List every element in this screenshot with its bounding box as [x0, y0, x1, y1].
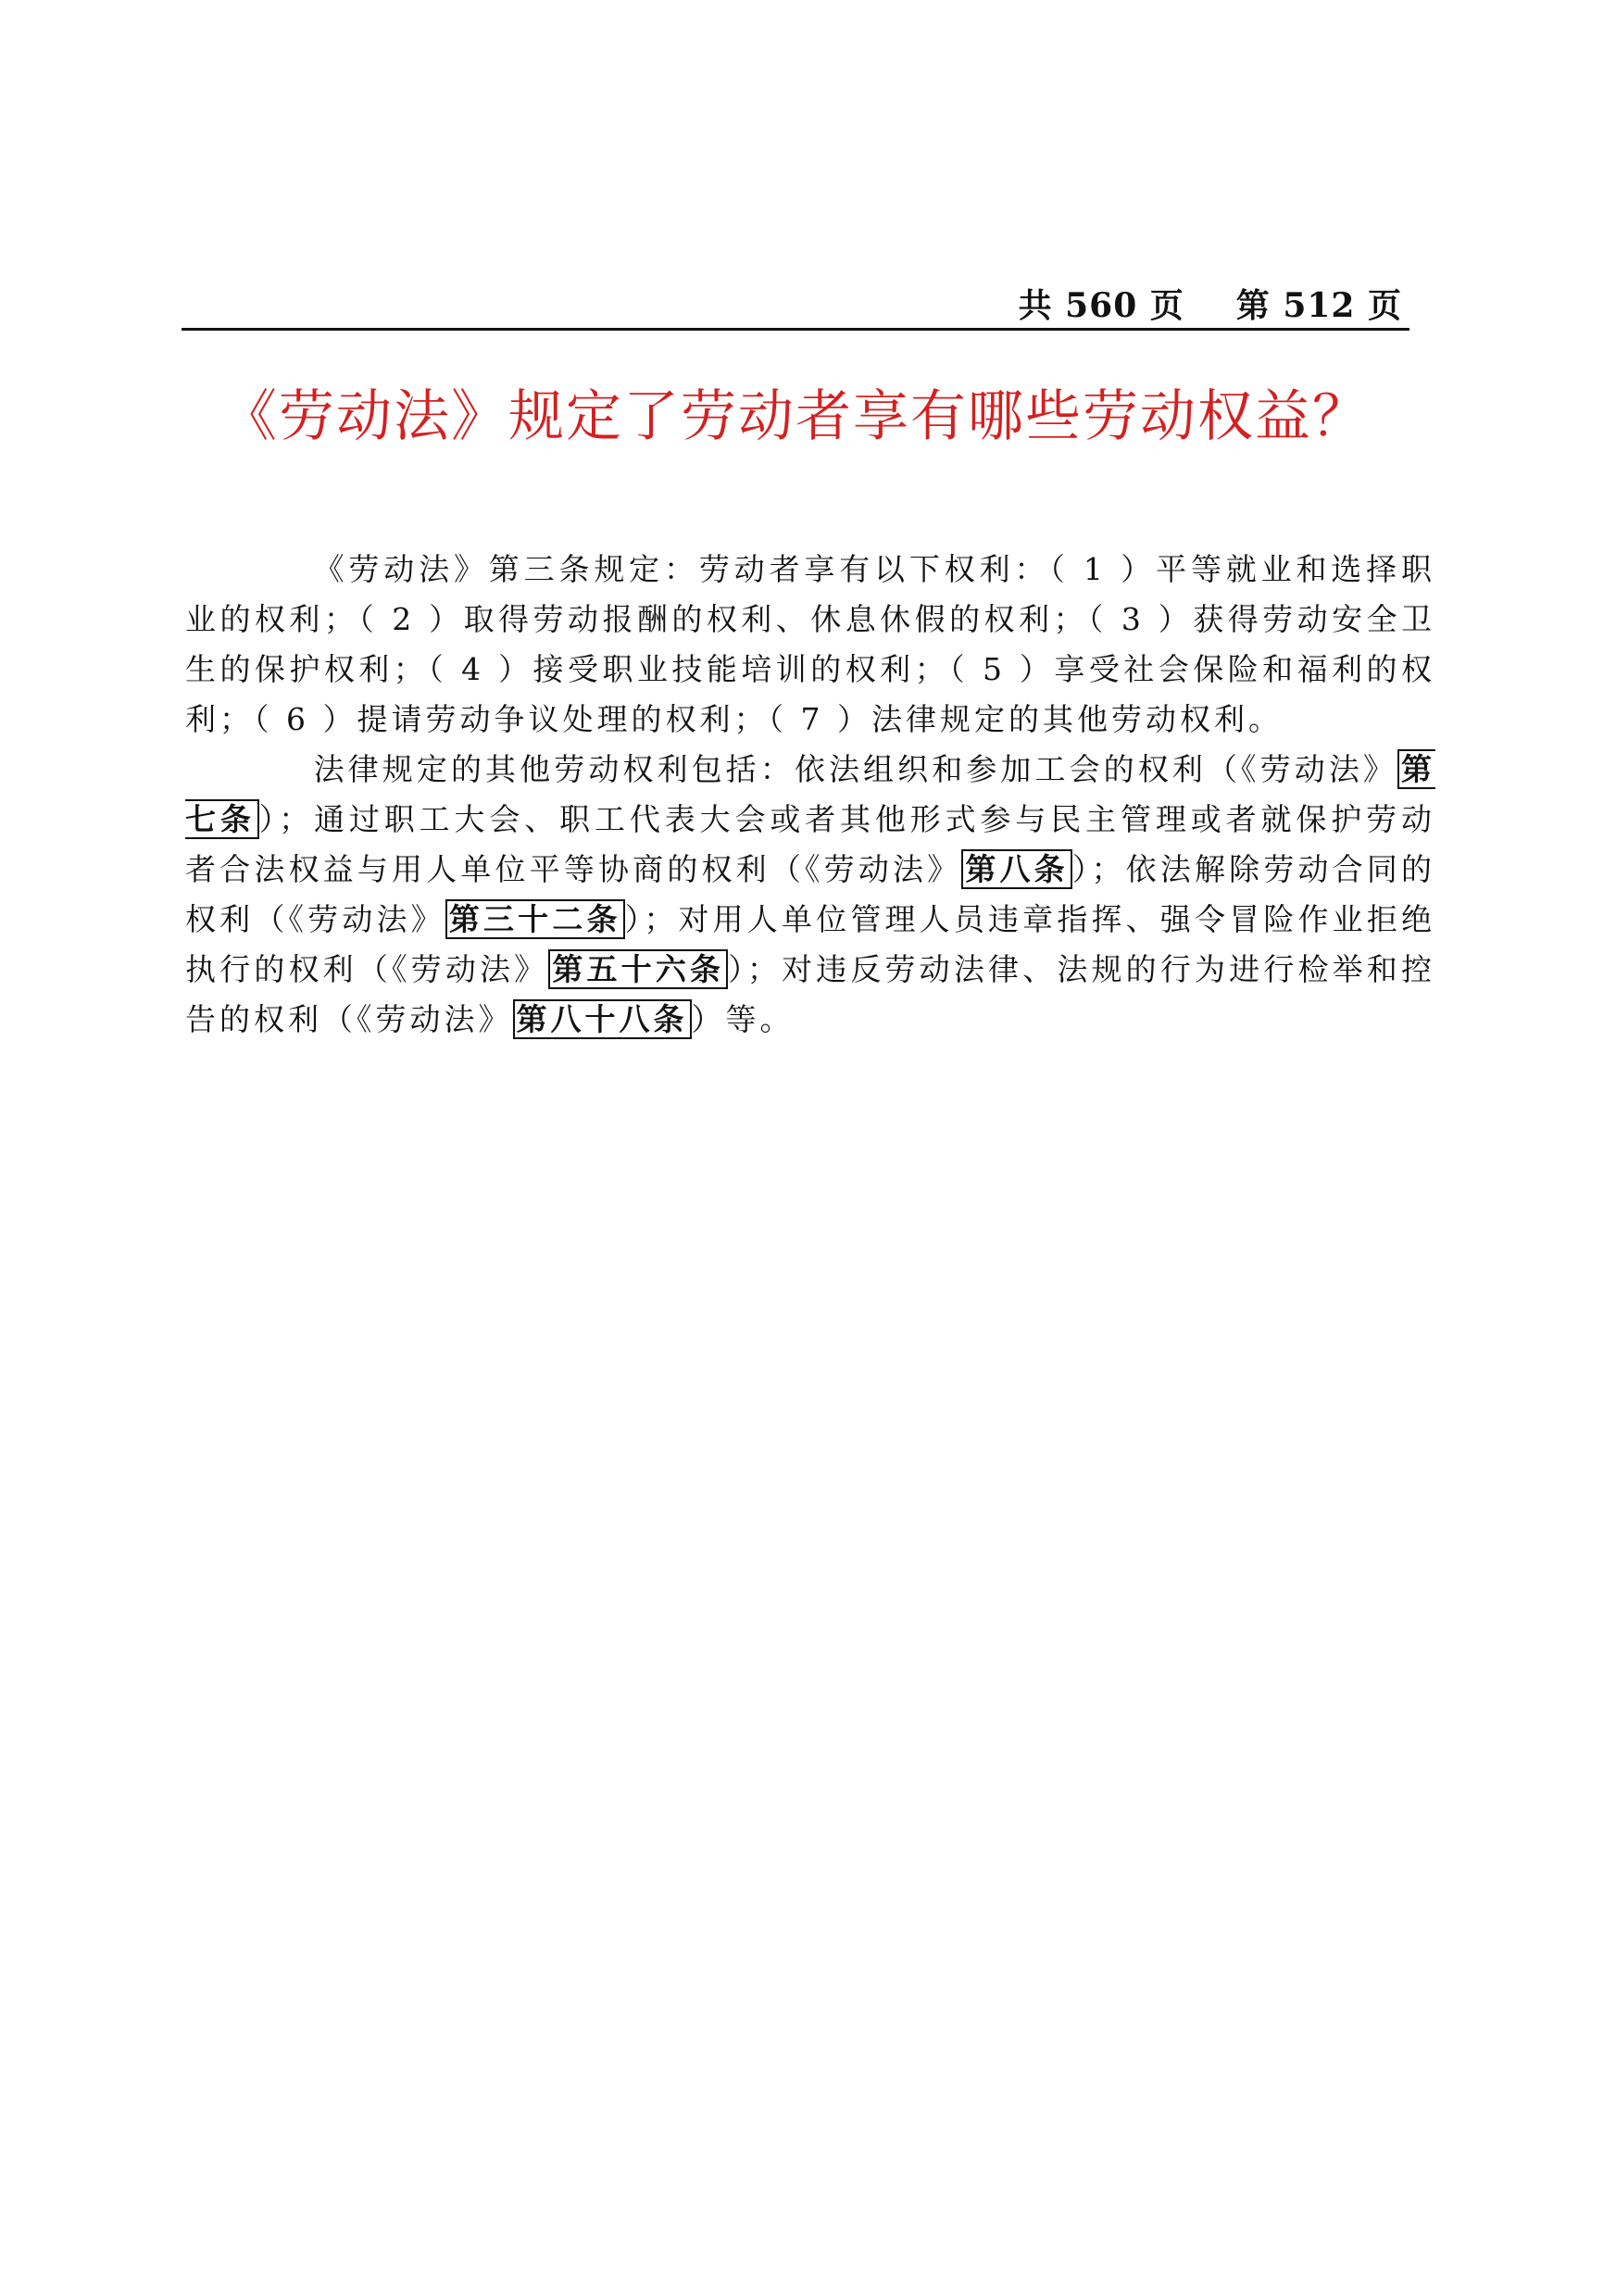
paragraph-text-segment: ）；通过职工大会、职工代表大会或者其他形式参与民主管理或者就保护劳动者合法权益与用人单位平等协商的权利（《劳动法》: [185, 801, 1436, 887]
page-header: [182, 283, 1409, 331]
paragraph-text-segment: ）等。: [691, 1001, 795, 1037]
total-pages: 共 560 页: [1018, 286, 1184, 325]
article-reference-link[interactable]: 第七条: [185, 751, 1435, 837]
article-reference-link[interactable]: 第三十二条: [445, 899, 625, 939]
article-reference-link[interactable]: 第八十八条: [513, 999, 692, 1039]
document-body: [185, 545, 1435, 1045]
paragraph-text-segment: ）；对用人单位管理人员违章指挥、强令冒险作业拒绝执行的权利（《劳动法》: [185, 901, 1436, 987]
paragraph-text-segment: ）；对违反劳动法律、法规的行为进行检举和控告的权利（《劳动法》: [185, 951, 1436, 1037]
paragraph-text-segment: ）；依法解除劳动合同的权利（《劳动法》: [185, 851, 1436, 937]
article-reference-link[interactable]: 第五十六条: [548, 949, 728, 989]
paragraph-rights-list: 《劳动法》第三条规定：劳动者享有以下权利：（ 1 ）平等就业和选择职业的权利；（ 2 ）取得劳动报酬的权利、休息休假的权利；（ 3 ）获得劳动安全卫生的保护权利；（ 4 ）接受职业技能培训的权利；（ 5 ）享受社会保险和福利的权利；（ 6 ）提请劳动争议处理的权利；（ 7 ）法律规定的其他劳动权利。: [185, 551, 1435, 737]
paragraph-other-rights: [185, 745, 1435, 1045]
paragraph-text-segment: 法律规定的其他劳动权利包括：依法组织和参加工会的权利（《劳动法》: [313, 751, 1397, 787]
page-counter: [1019, 283, 1402, 328]
document-title: 《劳动法》规定了劳动者享有哪些劳动权益？: [221, 384, 1370, 449]
article-reference-link[interactable]: 第八条: [961, 849, 1072, 889]
current-page: 第 512 页: [1235, 286, 1402, 325]
